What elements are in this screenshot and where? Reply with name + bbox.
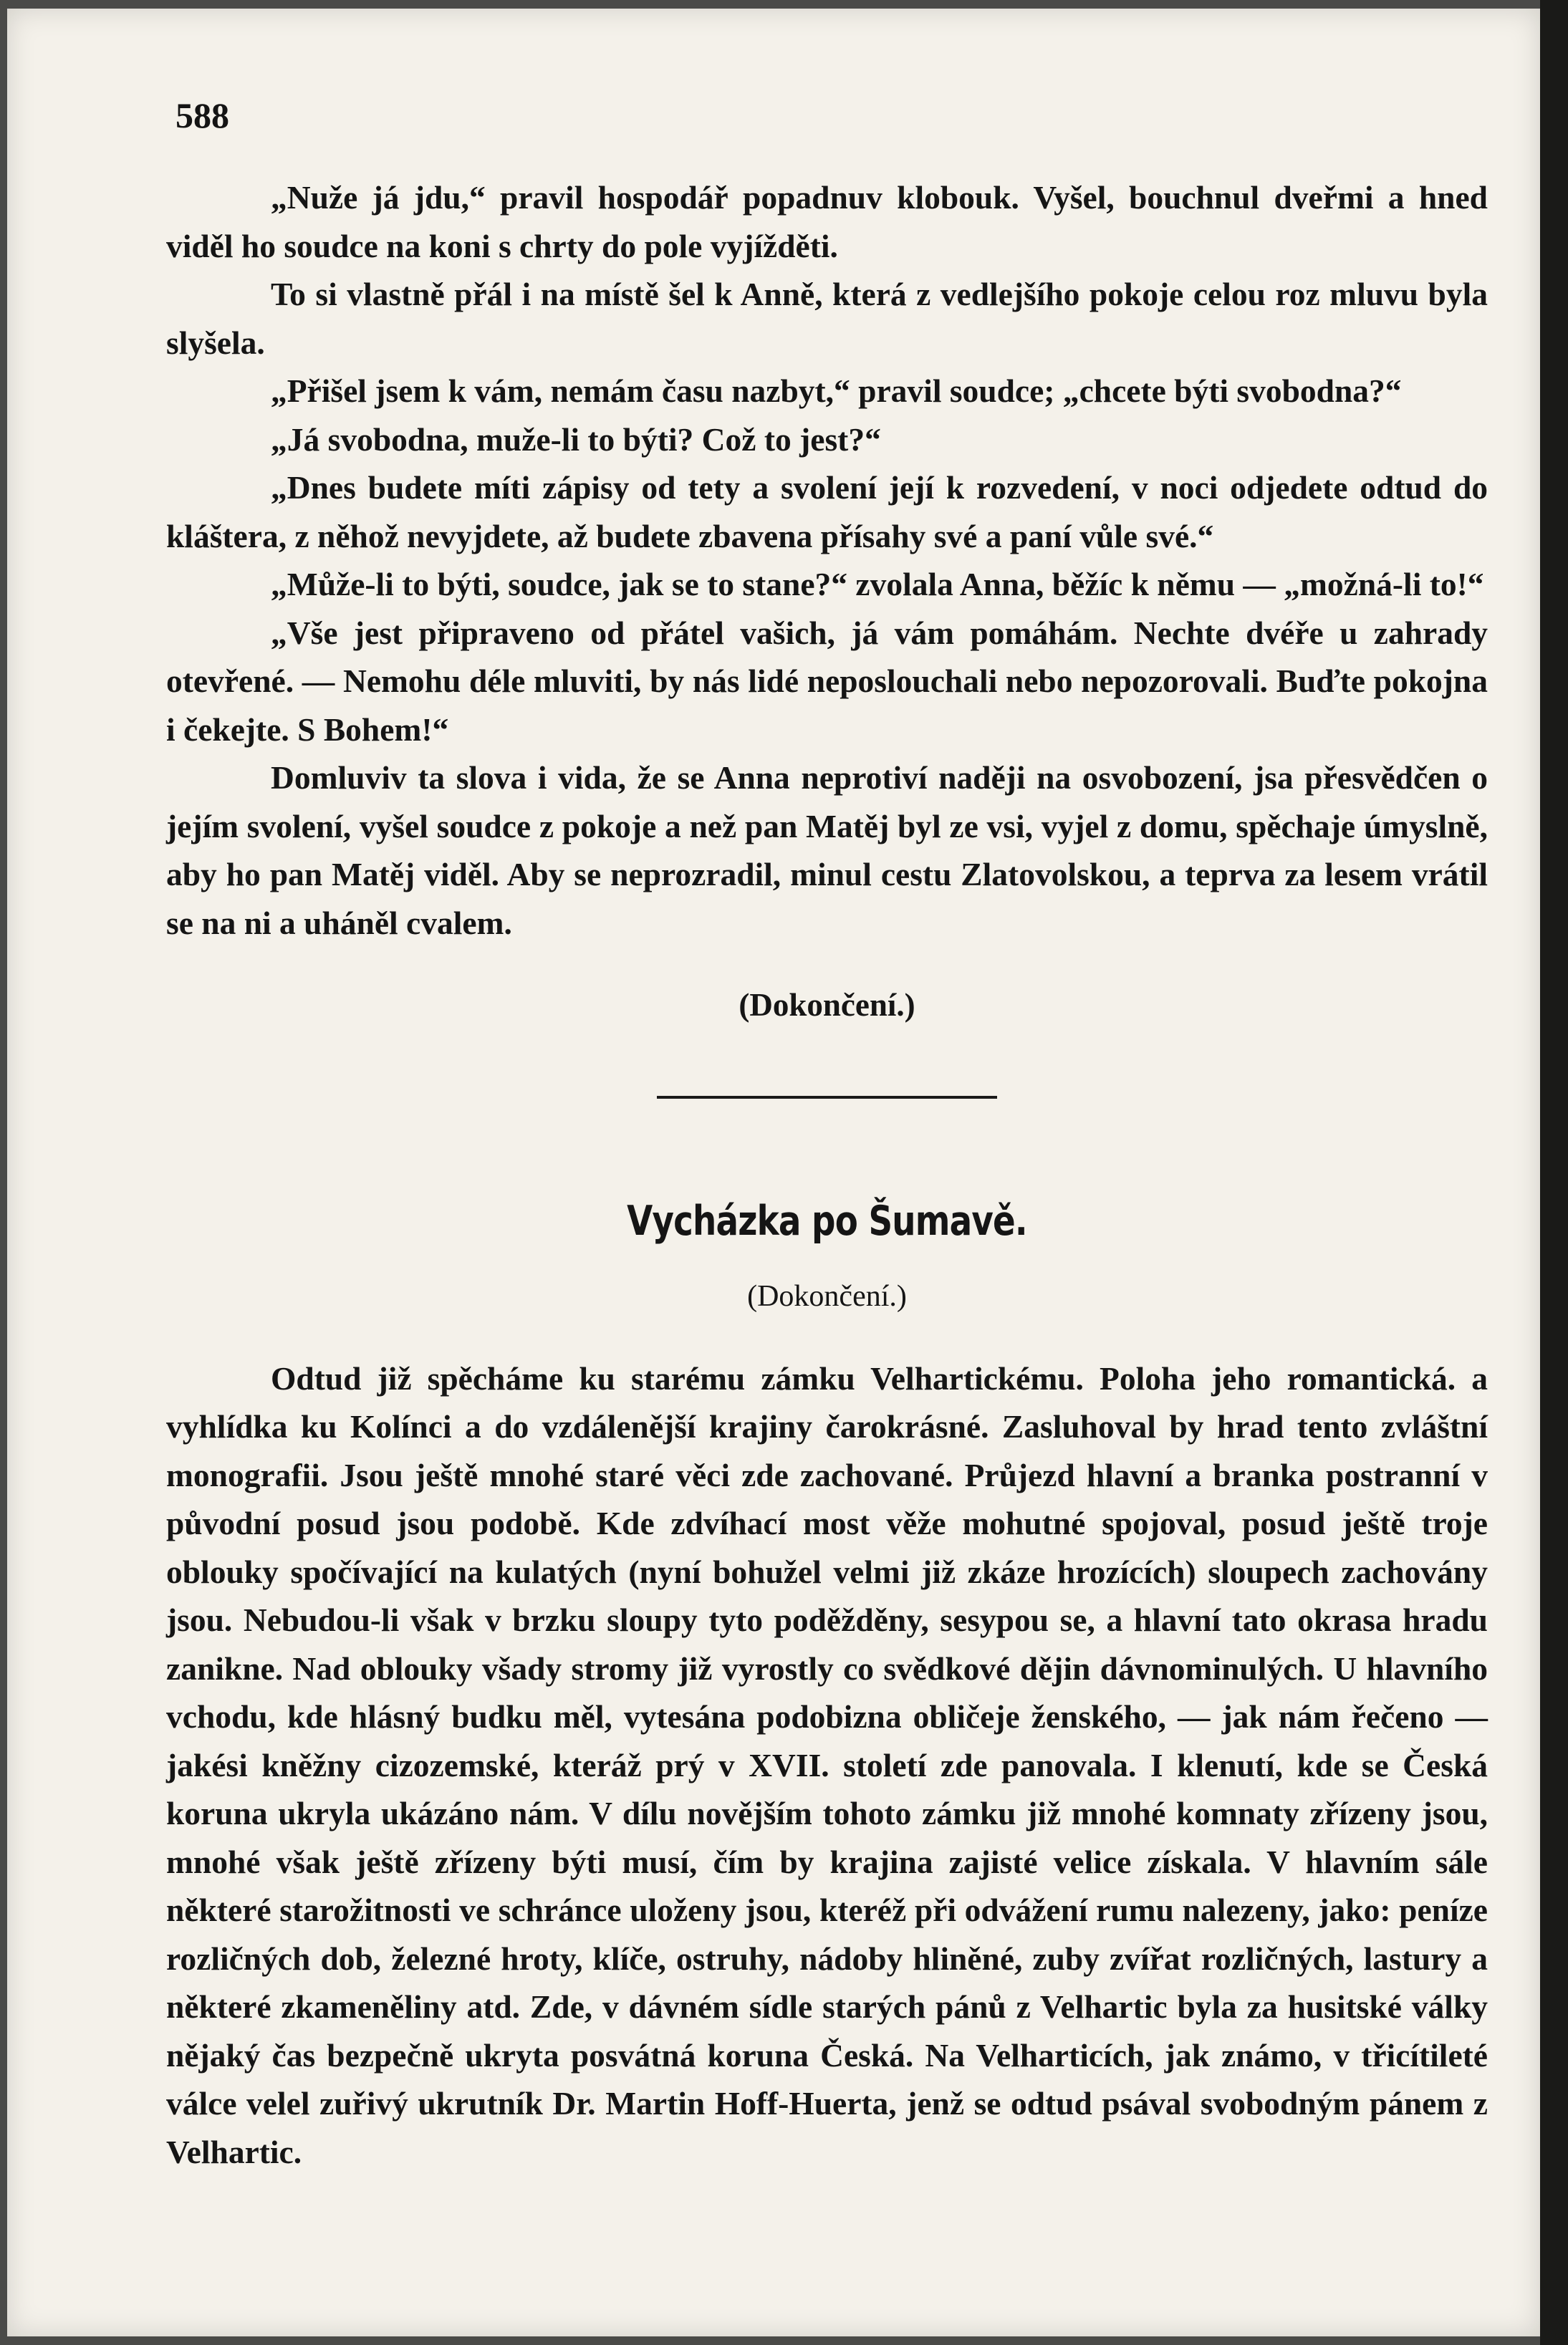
story-paragraph: „Přišel jsem k vám, nemám času nazbyt,“ pravil soudce; „chcete býti svobodna?“ [271, 372, 1402, 409]
story-paragraph: „Vše jest připraveno od přátel vašich, já vám pomáhám. Nechte dvéře u zahrady otevřené. — Nemohu déle mluviti, by nás lidé neposlouchali nebo nepozorovali. Buďte pokojna i čekejte. S Bohem!“ [166, 614, 1488, 748]
page-number: 588 [175, 95, 229, 135]
section-divider [657, 1096, 997, 1099]
story-paragraph: „Nuže já jdu,“ pravil hospodář popadnuv klobouk. Vyšel, bouchnul dveřmi a hned viděl ho soudce na koni s chrty do pole vyjížděti. [166, 179, 1488, 264]
article-title: Vycházka po Šumavě. [627, 1197, 1027, 1245]
story-paragraph: „Dnes budete míti zápisy od tety a svolení její k rozvedení, v noci odjedete odtud do kláštera, z něhož nevyjdete, až budete zbavena přísahy své a paní vůle své.“ [166, 469, 1488, 554]
article-paragraph: Odtud již spěcháme ku starému zámku Velhartickému. Poloha jeho romantická. a vyhlídka ku Kolínci a do vzdálenější krajiny čarokrásné. Zasluhoval by hrad tento zvláštní monografii. Jsou ještě mnohé staré věci zde zachované. Průjezd hlavní a branka postranní v původní posud jsou podobě. Kde zdvíhací most věže mohutné spojoval, posud ještě troje oblouky spočívající na kulatých (nyní bohužel velmi již zkáze hrozících) sloupech zachovány jsou. Nebudou-li však v brzku sloupy tyto poděžděny, sesypou se, a hlavní tato okrasa hradu zanikne. Nad oblouky všady stromy již vyrostly co svědkové dějin dávnominulých. U hlavního vchodu, kde hlásný budku měl, vytesána podobizna obličeje ženského, — jak nám řečeno — jakési kněžny cizozemské, kteráž prý v XVII. století zde panovala. I klenutí, kde se Česká koruna ukryla ukázáno nám. V dílu novějším tohoto zámku již mnohé komnaty zřízeny jsou, mnohé však ještě zřízeny býti musí, čím by krajina zajisté velice získala. V hlavním sále některé starožitnosti ve schránce uloženy jsou, kteréž při odvážení rumu nalezeny, jako: peníze rozličných dob, železné hroty, klíče, ostruhy, nádoby hliněné, zuby zvířat rozličných, lastury a některé zkameněliny atd. Zde, v dávném sídle starých pánů z Velhartic byla za husitské války nějaký čas bezpečně ukryta posvátná koruna Česká. Na Velharticích, jak známo, v třicítileté válce velel zuřivý ukrutník Dr. Martin Hoff-Huerta, jenž se odtud psával svobodným pánem z Velhartic. [166, 1359, 1488, 2170]
story-paragraph: To si vlastně přál i na místě šel k Anně, která z vedlejšího pokoje celou roz mluvu byla slyšela. [166, 276, 1488, 361]
story-continued-note: (Dokončení.) [739, 987, 915, 1023]
book-page [7, 9, 1540, 2336]
page-content [166, 173, 1488, 2176]
story-paragraph: „Já svobodna, muže-li to býti? Což to jest?“ [271, 420, 881, 458]
story-continuation [166, 173, 1488, 1030]
scan-edge [1540, 0, 1568, 2345]
story-paragraph: „Může-li to býti, soudce, jak se to stane?“ zvolala Anna, běžíc k němu — „možná-li to!“ [271, 566, 1484, 602]
article-section [166, 1198, 1488, 2177]
article-subtitle: (Dokončení.) [747, 1280, 907, 1313]
story-paragraph: Domluviv ta slova i vida, že se Anna neprotiví naději na osvobození, jsa přesvědčen o jejím svolení, vyšel soudce z pokoje a než pan Matěj byl ze vsi, vyjel z domu, spěchaje úmyslně, aby ho pan Matěj viděl. Aby se neprozradil, minul cestu Zlatovolskou, a teprva za lesem vrátil se na ni a uháněl cvalem. [166, 759, 1488, 941]
